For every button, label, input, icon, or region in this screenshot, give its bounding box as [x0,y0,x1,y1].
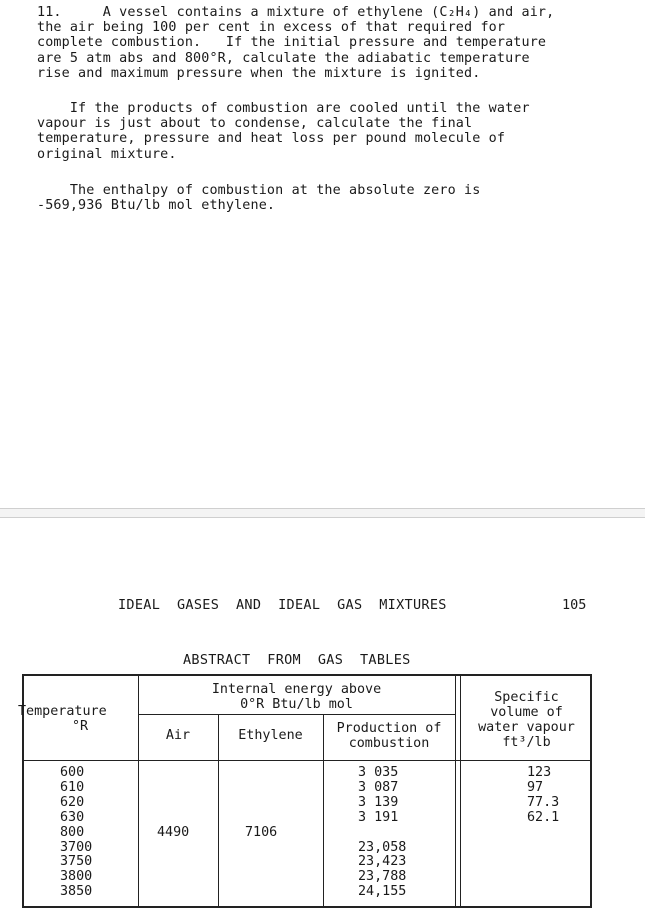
p1-line-4: are 5 atm abs and 800°R, calculate the adiabatic temperature [37,50,530,66]
table-cell-specific-volume [527,885,559,900]
table-cell-specific-volume [527,826,559,841]
table-cell-temperature: 3750 [60,854,93,870]
table-cell-temperature: 3700 [60,839,93,855]
page-number: 105 [562,597,587,613]
subheader-line [138,714,455,715]
p1-line-5: rise and maximum pressure when the mixture is ignited. [37,65,481,81]
p3-line-2: -569,936 Btu/lb mol ethylene. [37,198,276,214]
p3-line-1: The enthalpy of combustion at the absolute zero is [37,183,481,198]
table-cell-ethylene [245,841,277,856]
table-cell-air [157,841,189,856]
column-specific-volume [527,766,559,900]
table-cell-production: 3 035 [358,765,399,780]
header-specific-1: Specific [494,690,559,705]
table-cell-ethylene [245,766,277,781]
table-cell-temperature: 600 [60,765,85,780]
p1-line-1: A vessel contains a mixture of ethylene (C₂H₄) and air, [102,5,555,20]
table-cell-specific-volume: 77.3 [527,794,560,810]
table-cell-air [157,781,189,796]
problem-number: 11. [37,5,62,20]
header-air: Air [165,728,191,743]
p2-line-1: If the products of combustion are cooled until the water [37,101,530,116]
table-cell-ethylene [245,855,277,870]
table-cell-specific-volume: 62.1 [527,809,560,825]
divider-production [455,674,456,908]
table-cell-production: 3 139 [358,794,399,810]
header-production-1: Production of [336,721,442,736]
table-cell-air [157,796,189,811]
problem-paragraph-2 [37,101,530,162]
table-cell-air [157,811,189,826]
table-cell-air [157,870,189,885]
header-ethylene: Ethylene [238,728,303,743]
p2-line-2: vapour is just about to condense, calculate the final [37,116,473,132]
p1-line-3: complete combustion. If the initial pressure and temperature [37,35,547,51]
header-specific-2: volume of [490,705,563,720]
page-separator [0,508,645,518]
table-cell-ethylene: 7106 [245,824,278,840]
table-cell-air [157,766,189,781]
table-cell-production: 23,423 [358,854,407,870]
gas-table [18,674,592,908]
header-production-2: combustion [348,736,430,751]
header-bottom-line [22,760,592,761]
table-cell-ethylene [245,811,277,826]
table-cell-specific-volume: 97 [527,779,544,795]
table-cell-ethylene [245,796,277,811]
table-cell-temperature: 610 [60,779,85,795]
table-cell-air [157,855,189,870]
table-cell-production: 3 087 [358,779,399,795]
table-cell-ethylene [245,781,277,796]
problem-paragraph-1 [37,5,554,81]
table-cell-production: 23,788 [358,869,407,885]
table-cell-specific-volume [527,855,559,870]
p2-line-4: original mixture. [37,146,177,162]
table-cell-specific-volume [527,841,559,856]
header-temperature: Temperature [18,704,107,719]
header-internal-energy-2: 0°R Btu/lb mol [240,697,353,712]
column-ethylene [245,766,277,900]
header-internal-energy-1: Internal energy above [211,682,382,697]
table-cell-temperature: 800 [60,824,85,840]
table-cell-ethylene [245,870,277,885]
column-production [358,766,406,900]
table-cell-production: 3 191 [358,809,399,825]
problem-paragraph-3 [37,183,480,213]
table-cell-air: 4490 [157,824,190,840]
column-air [157,766,189,900]
table-cell-air [157,885,189,900]
table-cell-production: 24,155 [358,884,407,900]
header-specific-4: ft³/lb [502,735,551,750]
header-temperature-unit: °R [71,719,89,734]
table-cell-temperature: 3800 [60,869,93,885]
table-border-bottom [22,906,592,908]
p1-line-2: the air being 100 per cent in excess of that required for [37,20,506,36]
header-specific-3: water vapour [478,720,575,735]
table-cell-temperature: 3850 [60,884,93,900]
table-title: ABSTRACT FROM GAS TABLES [183,652,411,668]
table-cell-temperature: 630 [60,809,85,825]
table-cell-temperature: 620 [60,794,85,810]
table-cell-production [358,826,406,841]
running-head: IDEAL GASES AND IDEAL GAS MIXTURES [118,597,447,613]
p2-line-3: temperature, pressure and heat loss per pound molecule of [37,131,506,147]
table-border-top [22,674,592,676]
column-temperature [60,766,92,900]
table-cell-ethylene [245,885,277,900]
table-cell-production: 23,058 [358,839,407,855]
table-cell-specific-volume [527,870,559,885]
divider-air [218,714,219,908]
table-cell-specific-volume: 123 [527,765,552,780]
